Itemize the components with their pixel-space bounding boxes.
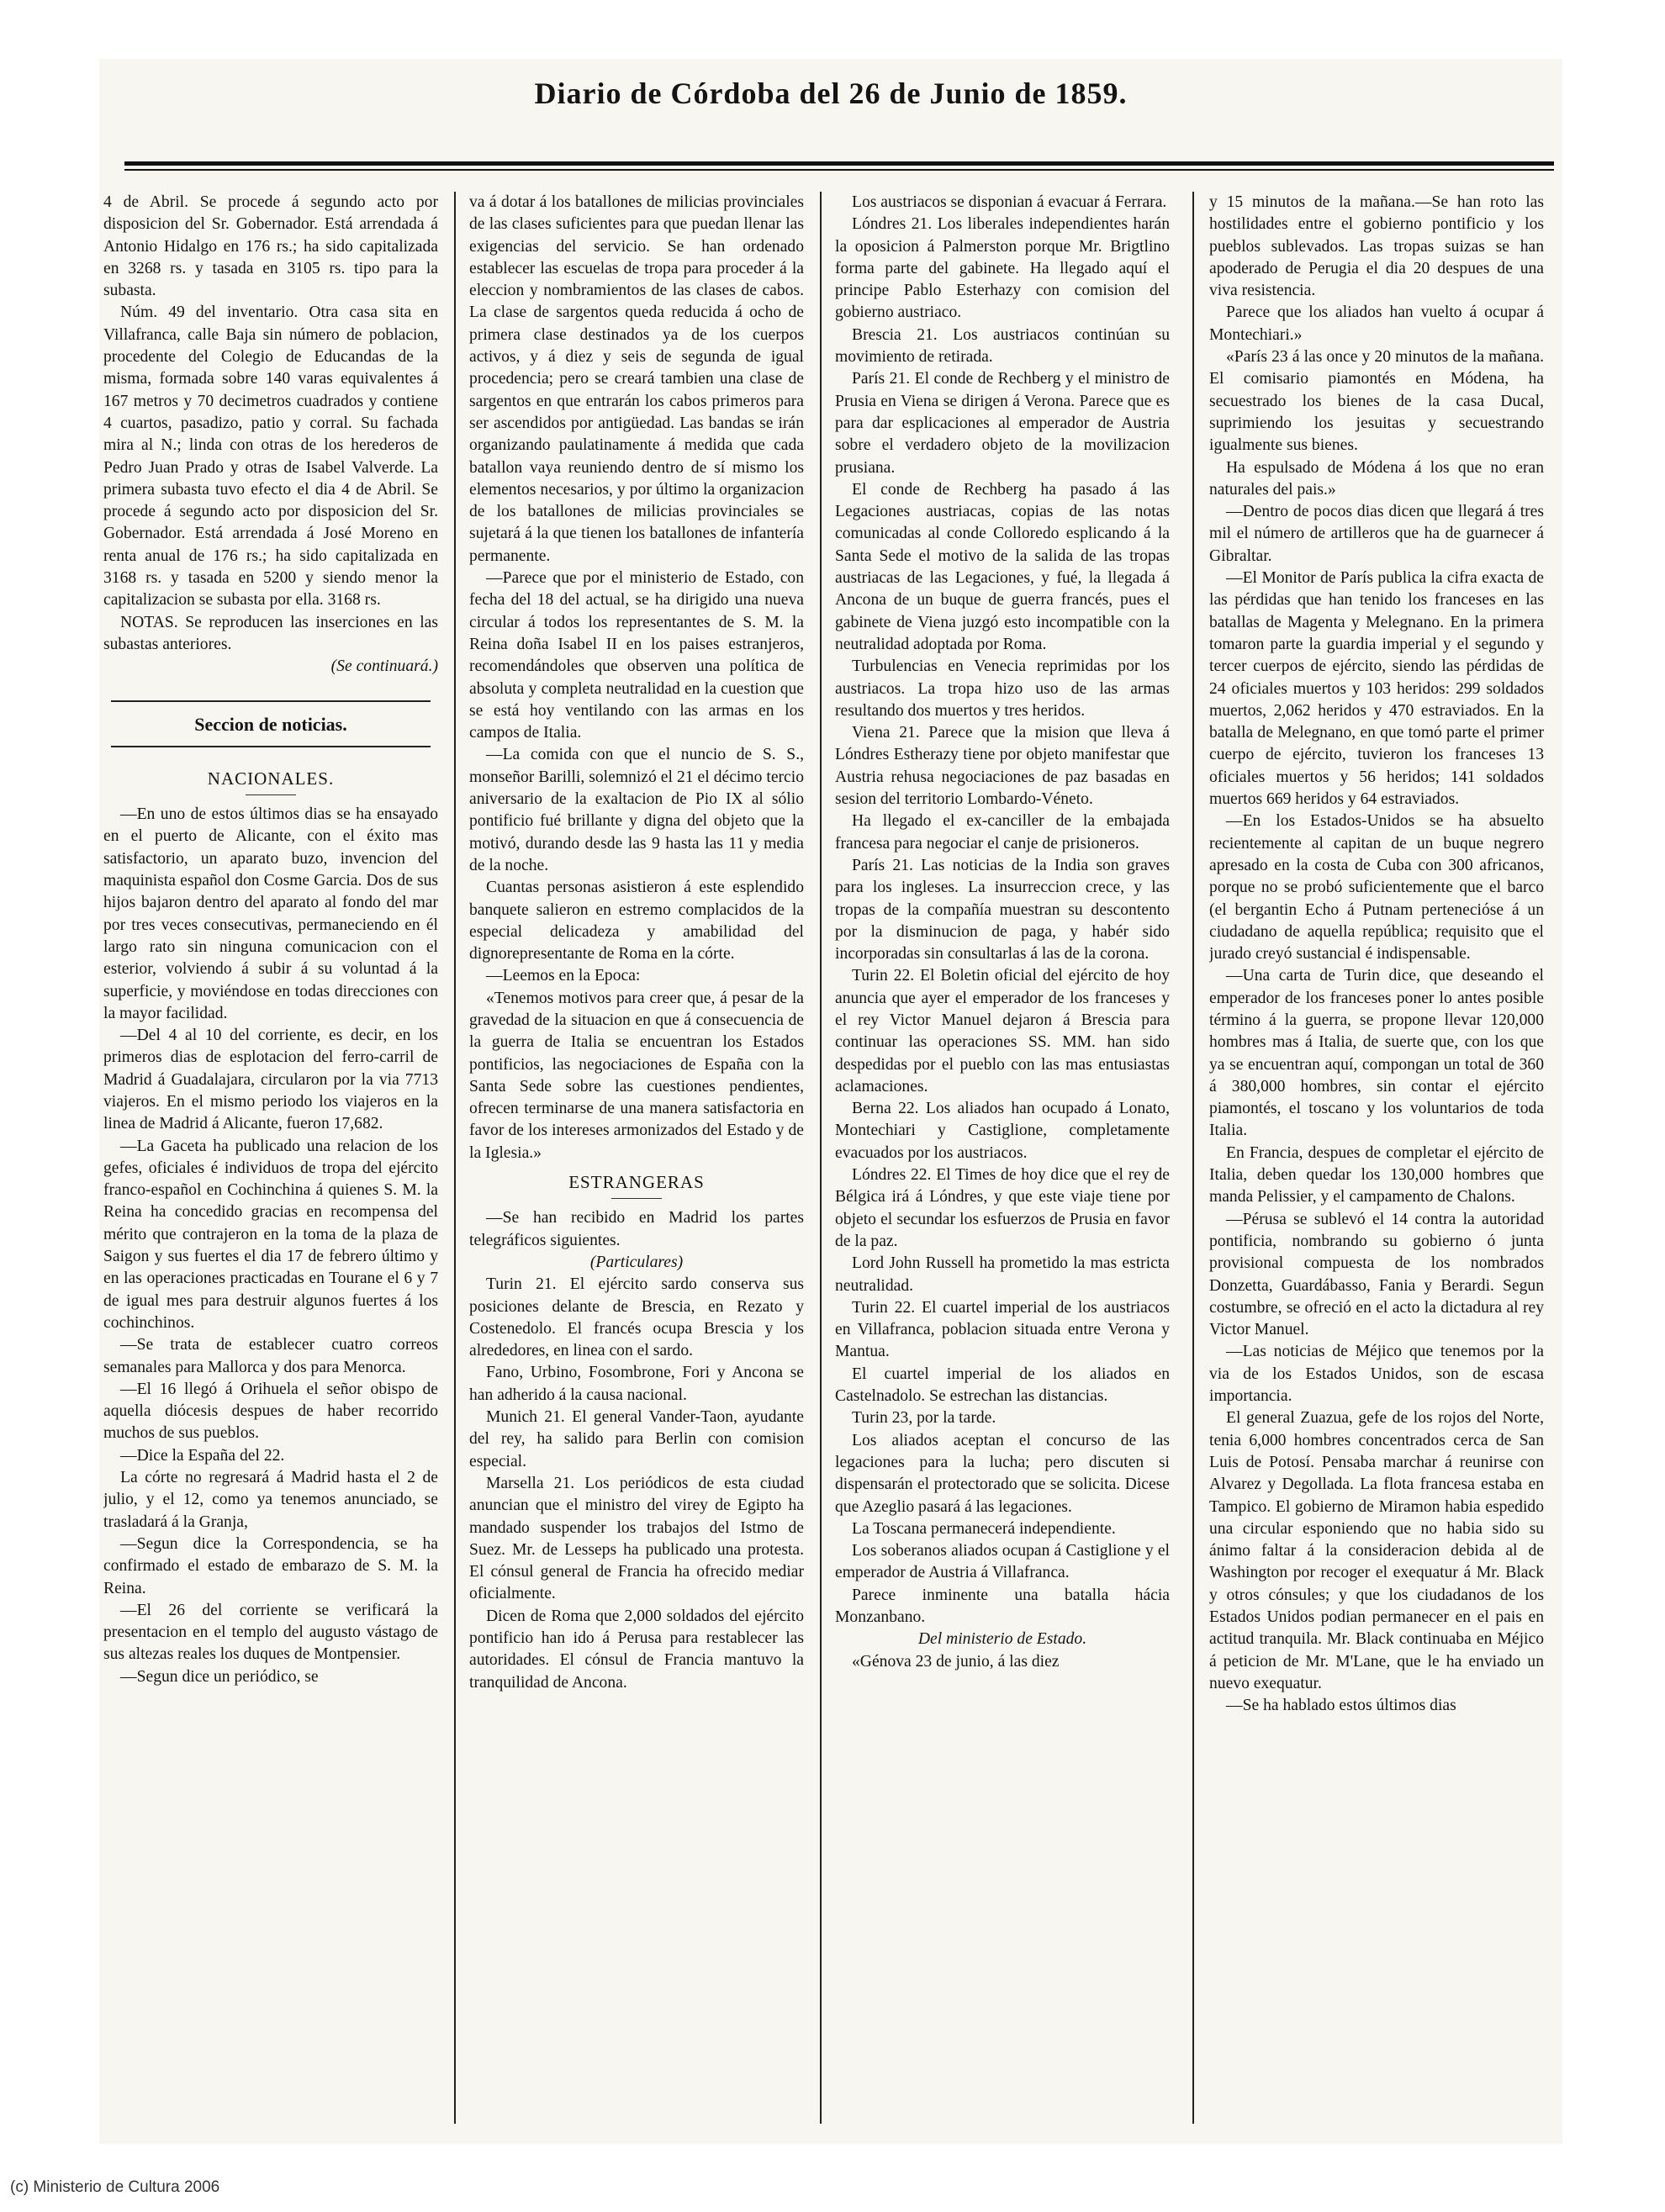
article-paragraph: Parece inminente una batalla hácia Monzanbano.	[835, 1586, 1170, 1626]
article-paragraph: Turin 22. El cuartel imperial de los austriacos en Villafranca, poblacion situada entre Verona y Mantua.	[835, 1298, 1170, 1361]
article-paragraph: En Francia, despues de completar el ejército de Italia, deben quedar los 130,000 hombres que manda Pelissier, y el campamento de Chalons.	[1209, 1143, 1544, 1206]
article-paragraph: —La Gaceta ha publicado una relacion de los gefes, oficiales é individuos de tropa del ejército franco-español en Cochinchina á quienes S. M. la Reina ha concedido gracias en recompensa del mérito que contrajeron en la toma de la plaza de Saigon y sus fuertes el dia 17 de febrero último y en las operaciones practicadas en Tourane el 6 y 7 de igual mes para destruir algunos fuertes á los cochinchinos.	[103, 1137, 438, 1332]
article-paragraph: Dicen de Roma que 2,000 soldados del ejército pontificio han ido á Perusa para restablecer las autoridades. El cónsul de Francia mantuvo la tranquilidad de Ancona.	[469, 1607, 804, 1692]
subsection-heading: NACIONALES.	[207, 768, 335, 789]
text-column-3	[835, 192, 1170, 2124]
article-paragraph: Ha llegado el ex-canciller de la embajada francesa para negociar el canje de prisioneros.	[835, 812, 1170, 853]
article-paragraph: París 21. Las noticias de la India son graves para los ingleses. La insurreccion crece, y las tropas de la compañía muestran su descontento por la disminucion de paga, y habér sido incorporadas sin consultarlas á las de la corona.	[835, 856, 1170, 963]
italic-subheading: (Particulares)	[589, 1253, 684, 1271]
article-paragraph: —Se trata de establecer cuatro correos semanales para Mallorca y dos para Menorca.	[103, 1336, 438, 1376]
text-column-2	[469, 192, 804, 2124]
article-paragraph: —En uno de estos últimos dias se ha ensayado en el puerto de Alicante, con el éxito mas satisfactorio, un aparato buzo, invencion del maquinista español don Cosme Garcia. Dos de sus hijos bajaron dentro del aparato al fondo del mar por tres veces consecutivas, permaneciendo en él largo rato sin ninguna comunicacion con el esterior, volviendo á subir á su voluntad á la superficie, y moviéndose en todas direcciones con la mayor facilidad.	[103, 805, 438, 1022]
article-paragraph: —Pérusa se sublevó el 14 contra la autoridad pontificia, nombrando su gobierno ó junta provisional compuesta de los nombrados Donzetta, Guardábasso, Fania y Berardi. Segun costumbre, se ofreció en el acto la dictadura al rey Victor Manuel.	[1209, 1210, 1544, 1339]
article-paragraph: Turin 23, por la tarde.	[852, 1409, 996, 1428]
article-paragraph: Berna 22. Los aliados han ocupado á Lonato, Montechiari y Castiglione, completamente evacuados por los austriacos.	[835, 1100, 1170, 1162]
article-paragraph: París 21. El conde de Rechberg y el ministro de Prusia en Viena se dirigen á Verona. Parece que es para dar esplicaciones al emperador de Austria sobre el verdadero objeto de la movilizacion prusiana.	[835, 370, 1170, 477]
article-paragraph: El general Zuazua, gefe de los rojos del Norte, tenia 6,000 hombres concentrados cerca de San Luis de Potosí. Pensaba marchar á reunirse con Alvarez y Degollada. La flota francesa estaba en Tampico. El gobierno de Miramon habia espedido una circular esponiendo que no habia sido su ánimo faltar á la consideracion debida al de Washington por recoger el exequatur á Mr. Black y otros cónsules; y que los ciudadanos de los Estados Unidos podian permanecer en el pais en actitud tranquila. Mr. Black continuaba en Méjico á peticion de Mr. M'Lane, que le ha enviado un nuevo exequatur.	[1209, 1409, 1544, 1692]
article-paragraph: —Segun dice un periódico, se	[120, 1667, 319, 1686]
section-heading: Seccion de noticias.	[194, 713, 347, 735]
article-paragraph: y 15 minutos de la mañana.—Se han roto las hostilidades entre el gobierno pontificio y los pueblos sublevados. Las tropas suizas se han apoderado de Perugia el dia 20 despues de una viva resistencia.	[1209, 193, 1544, 300]
article-paragraph: Turin 21. El ejército sardo conserva sus posiciones delante de Brescia, en Rezato y Costenedolo. El francés ocupa Brescia y los alrededores, en linea con el sardo.	[469, 1275, 804, 1360]
article-paragraph: —Parece que por el ministerio de Estado, con fecha del 18 del actual, se ha dirigido una nueva circular á todos los representantes de S. M. la Reina doña Isabel II en los paises estranjeros, recomendándoles que observen una política de absoluta y completa neutralidad en la cuestion que se está hoy ventilando con las armas en los campos de Italia.	[469, 569, 804, 742]
text-column-4	[1209, 192, 1544, 2124]
short-rule	[611, 1198, 662, 1199]
continuation-note: (Se continuará.)	[330, 657, 438, 676]
article-paragraph: Munich 21. El general Vander-Taon, ayudante del rey, ha salido para Berlin con comision especial.	[469, 1408, 804, 1470]
article-paragraph: Viena 21. Parece que la mision que lleva á Lóndres Estherazy tiene por objeto manifestar que Austria rehusa negociaciones de paz basadas en sesion del territorio Lombardo-Véneto.	[835, 724, 1170, 809]
column-divider	[454, 192, 456, 2124]
article-paragraph: Lord John Russell ha prometido la mas estricta neutralidad.	[835, 1254, 1170, 1295]
column-divider	[1192, 192, 1194, 2124]
article-paragraph: La Toscana permanecerá independiente.	[852, 1519, 1116, 1538]
article-paragraph: El conde de Rechberg ha pasado á las Legaciones austriacas, copias de las notas comunicadas al conde Colloredo esplicando á la Santa Sede el motivo de la salida de las tropas austriacas de las Legaciones, y fué, la llegada á Ancona de un buque de guerra francés, pues el gabinete de Viena juzgó esto incompatible con la neutralidad adoptada por Roma.	[835, 480, 1170, 653]
article-paragraph: La córte no regresará á Madrid hasta el 2 de julio, y el 12, como ya tenemos anunciado, se trasladará á la Granja,	[103, 1469, 438, 1531]
article-paragraph: Los aliados aceptan el concurso de las legaciones para la lucha; pero discuten si dispensarán el protectorado que se solicita. Dicese que Azeglio pasará á las legaciones.	[835, 1431, 1170, 1516]
article-paragraph: Turbulencias en Venecia reprimidas por los austriacos. La tropa hizo uso de las armas resultando dos muertos y tres heridos.	[835, 657, 1170, 720]
masthead: Diario de Córdoba del 26 de Junio de 1859.	[534, 77, 1128, 110]
article-paragraph: Turin 22. El Boletin oficial del ejército de hoy anuncia que ayer el emperador de los franceses y el rey Victor Manuel dejaron á Brescia para continuar las operaciones SS. MM. han sido despedidas por el pueblo con las mas entusiastas aclamaciones.	[835, 967, 1170, 1095]
article-paragraph: —El 16 llegó á Orihuela el señor obispo de aquella diócesis despues de haber recorrido muchos de sus pueblos.	[103, 1380, 438, 1443]
article-paragraph: «Génova 23 de junio, á las diez	[852, 1652, 1060, 1671]
article-paragraph: —Se ha hablado estos últimos dias	[1226, 1697, 1456, 1715]
article-paragraph: —Del 4 al 10 del corriente, es decir, en los primeros dias de esplotacion del ferro-carril de Madrid á Guadalajara, circularon por la via 7713 viajeros. En el mismo periodo los viajeros en la linea de Madrid á Alicante, fueron 17,682.	[103, 1027, 438, 1133]
article-paragraph: —El 26 del corriente se verificará la presentacion en el templo del augusto vástago de sus altezas reales los duques de Montpensier.	[103, 1601, 438, 1664]
article-paragraph: —Dice la España del 22.	[120, 1446, 285, 1465]
article-paragraph: —La comida con que el nuncio de S. S., monseñor Barilli, solemnizó el 21 el décimo tercio aniversario de la exaltacion de Pio IX al sólio pontificio fué brillante y digna del objeto que la motivó, durando desde las 9 hasta las 11 y media de la noche.	[469, 746, 804, 874]
article-paragraph: Brescia 21. Los austriacos continúan su movimiento de retirada.	[835, 325, 1170, 367]
article-paragraph: El cuartel imperial de los aliados en Castelnadolo. Se estrechan las distancias.	[835, 1365, 1170, 1406]
article-paragraph: Ha espulsado de Módena á los que no eran naturales del pais.»	[1209, 458, 1544, 499]
article-paragraph: 4 de Abril. Se procede á segundo acto por disposicion del Sr. Gobernador. Está arrendada á Antonio Hidalgo en 176 rs.; ha sido capitalizada en 3268 rs. y tasada en 3105 rs. tipo para la subasta.	[103, 193, 438, 300]
article-paragraph: —En los Estados-Unidos se ha absuelto recientemente al capitan de un buque negrero apresado en la costa de Cuba con 300 africanos, porque no se probó suficientemente que el barco (el bergantin Echo á Putnam pertenecióse á un ciudadano de aquella república; requisito que el jurado creyó sustancial é indispensable.	[1209, 812, 1544, 963]
article-paragraph: Parece que los aliados han vuelto á ocupar á Montechiari.»	[1209, 304, 1544, 344]
article-paragraph: Lóndres 21. Los liberales independientes harán la oposicion á Palmerston porque Mr. Brigtlino forma parte del gabinete. Ha llegado aquí el principe Pablo Esterhazy con comision del gobierno austriaco.	[835, 215, 1170, 322]
article-paragraph: «Tenemos motivos para creer que, á pesar de la gravedad de la situacion en que á consecuencia de la guerra de Italia se encuentran los Estados pontificios, las negociaciones de España con la Santa Sede sobre las cuestiones pendientes, ofrecen terminarse de una manera satisfactoria en favor de los intereses armonizados del Estado y de la Iglesia.»	[469, 989, 804, 1162]
article-paragraph: «París 23 á las once y 20 minutos de la mañana. El comisario piamontés en Módena, ha secuestrado los bienes de la casa Ducal, suprimiendo los jesuitas y secuestrando igualmente sus bienes.	[1209, 348, 1544, 455]
article-paragraph: NOTAS. Se reproducen las inserciones en las subastas anteriores.	[103, 613, 438, 653]
article-paragraph: Lóndres 22. El Times de hoy dice que el rey de Bélgica irá á Lóndres, y que este viaje tiene por objeto el secundar los esfuerzos de Prusia en favor de la paz.	[835, 1166, 1170, 1250]
text-column-1	[103, 192, 438, 2124]
article-paragraph: va á dotar á los batallones de milicias provinciales de las clases suficientes para que puedan llenar las exigencias del servicio. Se han ordenado establecer las escuelas de tropa para proceder á la eleccion y nombramientos de las clases de cabos. La clase de sargentos queda reducida á ocho de primera clase destinados ya de los cuerpos activos, y á diez y seis de segunda de igual procedencia; pero se creará tambien una clase de sargentos en que entrarán los cabos primeros para ser ascendidos por antigüedad. Las bandas se irán organizando paulatinamente á medida que cada batallon vaya reuniendo dentro de sí mismo los elementos necesarios, y por último la organizacion de los batallones de milicias provinciales se sujetará á la que tienen los batallones de infantería permanente.	[469, 193, 804, 565]
subsection-heading: ESTRANGERAS	[568, 1172, 705, 1193]
article-paragraph: —Las noticias de Méjico que tenemos por la via de los Estados Unidos, son de escasa importancia.	[1209, 1343, 1544, 1406]
section-rule	[111, 746, 431, 747]
newspaper-page	[99, 59, 1562, 2144]
article-paragraph: Fano, Urbino, Fosombrone, Fori y Ancona se han adherido á la causa nacional.	[469, 1364, 804, 1404]
copyright-credit: (c) Ministerio de Cultura 2006	[10, 2178, 220, 2196]
italic-subheading: Del ministerio de Estado.	[917, 1630, 1087, 1649]
section-rule	[111, 700, 431, 702]
article-paragraph: —Dentro de pocos dias dicen que llegará á tres mil el número de artilleros que ha de guarnecer á Gibraltar.	[1209, 503, 1544, 565]
article-paragraph: Núm. 49 del inventario. Otra casa sita en Villafranca, calle Baja sin número de poblacion, procedente del Colegio de Educandas de la misma, formada sobre 140 varas equivalentes á 167 metros y 70 decimetros cuadrados y contiene 4 cuartos, pasadizo, patio y corral. Su fachada mira al N.; linda con otras de los herederos de Pedro Juan Prado y otras de Isabel Valverde. La primera subasta tuvo efecto el dia 4 de Abril. Se procede á segundo acto por disposicion del Sr. Gobernador. Está arrendada á José Moreno en renta anual de 176 rs.; ha sido capitalizada en 3168 rs. y tasada en 5200 y siendo menor la capitalizacion se subasta por ella. 3168 rs.	[103, 304, 438, 610]
article-paragraph: Los austriacos se disponian á evacuar á Ferrara.	[852, 193, 1167, 211]
article-paragraph: Los soberanos aliados ocupan á Castiglione y el emperador de Austria á Villafranca.	[835, 1542, 1170, 1582]
article-paragraph: Marsella 21. Los periódicos de esta ciudad anuncian que el ministro del virey de Egipto ha mandado suspender los trabajos del Istmo de Suez. Mr. de Lesseps ha publicado una protesta. El cónsul general de Francia ha ofrecido mediar oficialmente.	[469, 1474, 804, 1603]
article-paragraph: Cuantas personas asistieron á este esplendido banquete salieron en estremo complacidos de la especial delicadeza y amabilidad del dignorepresentante de Roma en la córte.	[469, 879, 804, 963]
column-divider	[820, 192, 822, 2124]
article-paragraph: —El Monitor de París publica la cifra exacta de las pérdidas que han tenido los franceses en las batallas de Magenta y Melegnano. En la primera tomaron parte la guardia imperial y el segundo y tercer cuerpos de ejército, siendo las pérdidas de 24 oficiales muertos y 103 heridos: 299 soldados muertos, 2,062 heridos y 470 estraviados. En la batalla de Melegnano, en que tomó parte el primer cuerpo de ejército, tuvieron los franceses 13 oficiales muertos y 56 heridos; 141 soldados muertos 669 heridos y 64 estraviados.	[1209, 569, 1544, 809]
article-paragraph: —Segun dice la Correspondencia, se ha confirmado el estado de embarazo de S. M. la Reina.	[103, 1534, 438, 1597]
article-paragraph: —Leemos en la Epoca:	[486, 967, 641, 985]
masthead-rule-thick	[124, 161, 1554, 166]
article-paragraph: —Se han recibido en Madrid los partes telegráficos siguientes.	[469, 1209, 804, 1249]
article-paragraph: —Una carta de Turin dice, que deseando el emperador de los franceses poner lo antes posible término á la guerra, se propone llevar 120,000 hombres mas á Italia, de suerte que, con los que ya se encuentran aquí, compongan un total de 360 á 380,000 hombres, sin contar el ejército piamontés, el toscano y los voluntarios de toda Italia.	[1209, 967, 1544, 1140]
masthead-rule-thin	[124, 169, 1554, 171]
